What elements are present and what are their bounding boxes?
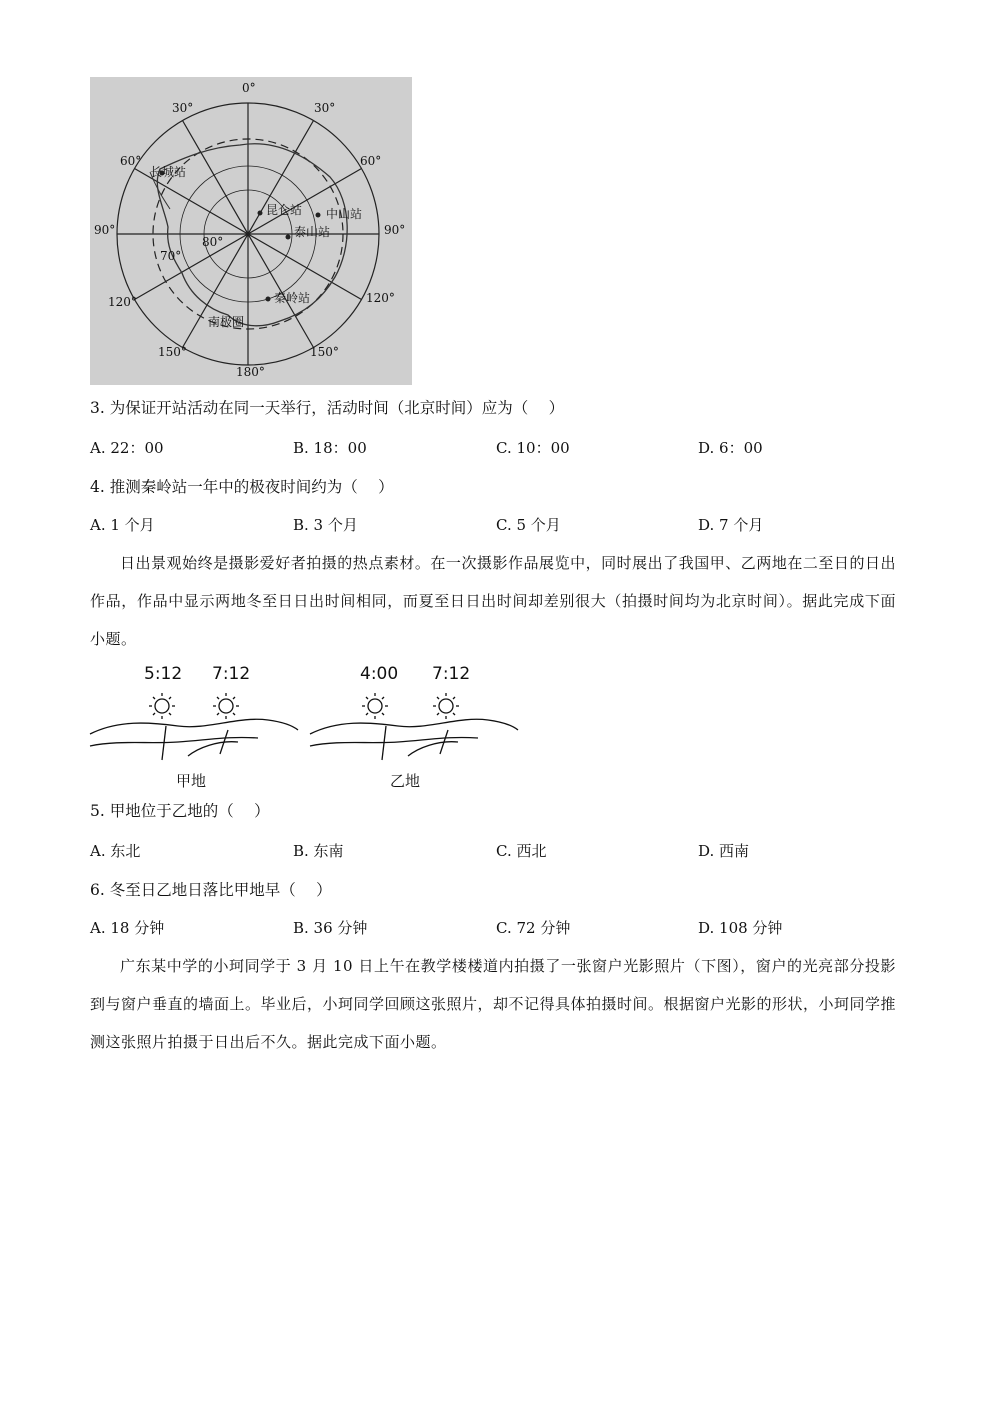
passage-window-shadow: 广东某中学的小珂同学于 3 月 10 日上午在教学楼楼道内拍摄了一张窗户光影照片（下图），窗户的光亮部分投影到与窗户垂直的墙面上。毕业后，小珂同学回顾这张照片，却不记得具体拍摄时间。根据窗户光影的形状，小珂同学推测这张照片拍摄于日出后不久。据此完成下面小题。 xyxy=(90,957,897,1051)
lon-label-120w: 120° xyxy=(108,295,137,309)
q5-option-c: C. 西北 xyxy=(496,842,547,860)
station-label-zhongshan: 中山站 xyxy=(326,207,363,221)
q6-option-d: D. 108 分钟 xyxy=(698,919,783,937)
question-3-stem: 3. 为保证开站活动在同一天举行，活动时间（北京时间）应为（ ） xyxy=(90,399,565,417)
q4-option-a: A. 1 个月 xyxy=(90,516,155,534)
lon-label-90e: 90° xyxy=(384,223,406,237)
question-5-stem: 5. 甲地位于乙地的（ ） xyxy=(90,802,270,820)
sun-icon xyxy=(362,693,388,719)
yi-time-left: 4:00 xyxy=(360,664,399,684)
yi-sunrise-scene xyxy=(308,690,520,770)
q3-option-b: B. 18：00 xyxy=(293,439,367,457)
sun-icon xyxy=(433,693,459,719)
antarctic-circle-label: 南极圈 xyxy=(208,315,245,329)
q3-option-a: A. 22：00 xyxy=(90,439,164,457)
q4-option-d: D. 7 个月 xyxy=(698,516,764,534)
lon-label-0: 0° xyxy=(242,81,256,95)
q6-option-a: A. 18 分钟 xyxy=(90,919,165,937)
jia-time-right: 7:12 xyxy=(212,664,251,684)
q5-option-b: B. 东南 xyxy=(293,842,344,860)
sun-icon xyxy=(213,693,239,719)
station-label-kunlun: 昆仑站 xyxy=(266,203,303,217)
yi-time-right: 7:12 xyxy=(432,664,471,684)
jia-sunrise-scene xyxy=(88,690,300,770)
q3-option-d: D. 6：00 xyxy=(698,439,763,457)
question-6-stem: 6. 冬至日乙地日落比甲地早（ ） xyxy=(90,881,332,899)
passage-sunrise: 日出景观始终是摄影爱好者拍摄的热点素材。在一次摄影作品展览中，同时展出了我国甲、乙两地在二至日的日出作品，作品中显示两地冬至日日出时间相同，而夏至日日出时间却差别很大（拍摄时间均为北京时间）。据此完成下面小题。 xyxy=(90,554,896,648)
q5-option-d: D. 西南 xyxy=(698,842,750,860)
q4-option-c: C. 5 个月 xyxy=(496,516,561,534)
q6-option-c: C. 72 分钟 xyxy=(496,919,571,937)
lat-label-70: 70° xyxy=(160,249,182,263)
lon-label-60w: 60° xyxy=(120,154,142,168)
lon-label-120e: 120° xyxy=(366,291,395,305)
lon-label-90w: 90° xyxy=(94,223,116,237)
antarctica-polar-map xyxy=(90,77,412,385)
lon-label-180: 180° xyxy=(236,365,265,379)
station-label-qinling: 秦岭站 xyxy=(274,291,311,305)
station-label-changcheng: 长城站 xyxy=(150,165,187,179)
figure-jia xyxy=(88,660,300,794)
q5-option-a: A. 东北 xyxy=(90,842,141,860)
lon-label-150w: 150° xyxy=(158,345,187,359)
lat-label-80: 80° xyxy=(202,235,224,249)
lon-label-150e: 150° xyxy=(310,345,339,359)
polar-map-graphic xyxy=(90,77,412,385)
lon-label-30w: 30° xyxy=(172,101,194,115)
question-4-stem: 4. 推测秦岭站一年中的极夜时间约为（ ） xyxy=(90,478,394,496)
figure-yi xyxy=(308,660,520,794)
lon-label-30e: 30° xyxy=(314,101,336,115)
yi-caption: 乙地 xyxy=(390,772,421,790)
lon-label-60e: 60° xyxy=(360,154,382,168)
jia-caption: 甲地 xyxy=(176,772,207,790)
station-label-taishan: 泰山站 xyxy=(294,225,331,239)
q3-option-c: C. 10：00 xyxy=(496,439,570,457)
q6-option-b: B. 36 分钟 xyxy=(293,919,368,937)
jia-time-left: 5:12 xyxy=(144,664,183,684)
q4-option-b: B. 3 个月 xyxy=(293,516,358,534)
sun-icon xyxy=(149,693,175,719)
